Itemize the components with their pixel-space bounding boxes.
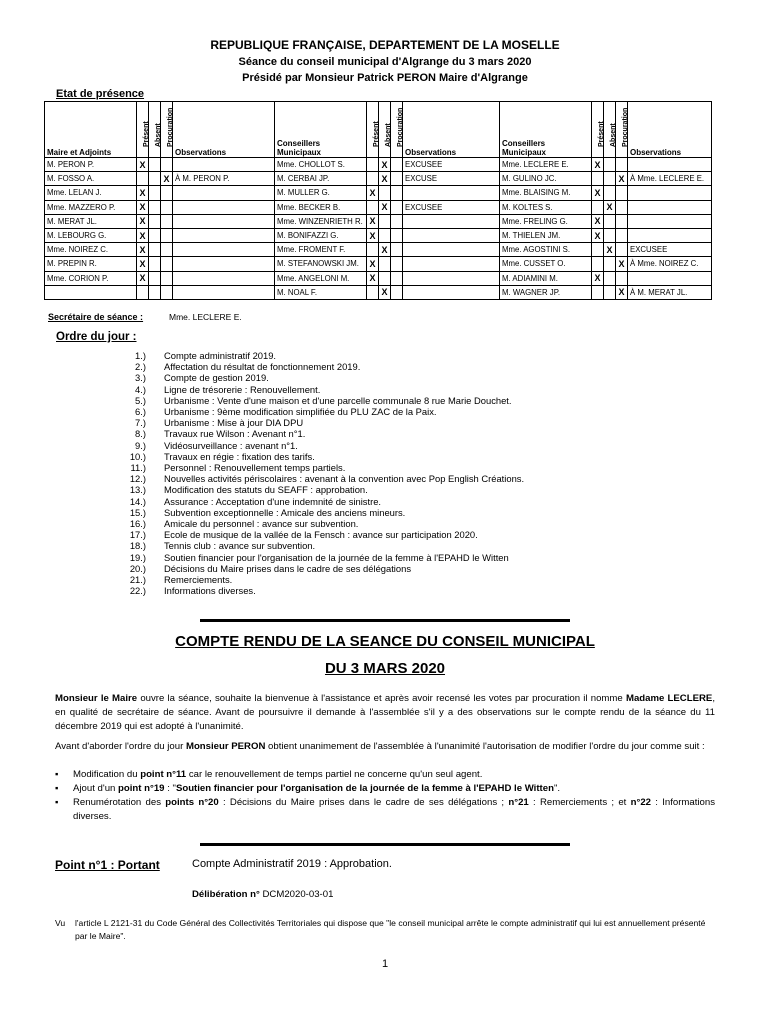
present-cell: X: [592, 271, 604, 285]
procuration-cell: [161, 243, 173, 257]
point-label: Point n°1 : Portant: [55, 858, 160, 872]
name-cell: Mme. ANGELONI M.: [275, 271, 367, 285]
present-cell: [592, 243, 604, 257]
agenda-text: Modification des statuts du SEAFF : approbation.: [164, 484, 368, 496]
spacer: [146, 496, 166, 507]
procuration-cell: [391, 200, 403, 214]
agenda-text: Compte administratif 2019.: [164, 350, 277, 361]
agenda-number: 13.): [129, 484, 146, 496]
agenda-number: 20.): [129, 562, 146, 574]
procuration-cell: [616, 228, 628, 242]
procuration-cell: [616, 186, 628, 200]
agenda-item: [100, 361, 524, 372]
procuration-cell: [391, 186, 403, 200]
agenda-item: [100, 384, 524, 395]
spacer: [146, 585, 166, 596]
absent-cell: [604, 257, 616, 271]
agenda-number: 15.): [129, 506, 146, 518]
present-cell: [592, 257, 604, 271]
agenda-number: 1.): [135, 350, 146, 361]
agenda-item: [100, 417, 524, 428]
procuration-cell: X: [161, 172, 173, 186]
absent-cell: X: [604, 243, 616, 257]
session-line: Séance du conseil municipal d'Algrange du 3 mars 2020: [238, 56, 532, 68]
name-cell: M. MULLER G.: [275, 186, 367, 200]
agenda-item: [100, 496, 524, 507]
col-absent: Absent: [379, 102, 391, 158]
observation-cell: EXCUSEE: [403, 200, 500, 214]
procuration-cell: [616, 214, 628, 228]
agenda-text: Urbanisme : Vente d'une maison et d'une parcelle communale 8 rue Marie Douchet.: [164, 394, 512, 406]
spacer: [146, 406, 166, 417]
present-cell: X: [137, 271, 149, 285]
agenda-text: Soutien financier pour l'organisation de la journée de la femme à l'EPAHD le Witten: [164, 551, 509, 563]
present-cell: [367, 243, 379, 257]
present-cell: [137, 285, 149, 299]
observation-cell: [173, 243, 275, 257]
absent-cell: [604, 172, 616, 186]
agenda-number: 8.): [135, 428, 146, 440]
agenda-number: 3.): [135, 372, 146, 384]
absent-cell: X: [379, 200, 391, 214]
present-cell: [367, 200, 379, 214]
present-cell: X: [592, 186, 604, 200]
agenda-item: [100, 484, 524, 495]
name-cell: Mme. LELAN J.: [45, 186, 137, 200]
name-cell: M. NOAL F.: [275, 285, 367, 299]
spacer: [146, 440, 166, 451]
col-present: Présent: [137, 102, 149, 158]
president-line: Présidé par Monsieur Patrick PERON Maire d'Algrange: [242, 72, 528, 84]
presence-title: Etat de présence: [56, 88, 145, 100]
procuration-cell: [616, 200, 628, 214]
agenda-number: 9.): [135, 439, 146, 451]
observation-cell: À Mme. LECLERE E.: [628, 172, 712, 186]
present-cell: [367, 172, 379, 186]
present-cell: [592, 285, 604, 299]
observation-cell: [403, 285, 500, 299]
agenda-text: Vidéosurveillance : avenant n°1.: [164, 439, 298, 451]
page-number: 1: [381, 958, 389, 970]
name-cell: M. THIELEN JM.: [500, 228, 592, 242]
present-cell: [592, 172, 604, 186]
name-cell: Mme. BECKER B.: [275, 200, 367, 214]
name-cell: Mme. CUSSET O.: [500, 257, 592, 271]
absent-cell: [149, 228, 161, 242]
col-procuration: Procuration: [391, 102, 403, 158]
name-cell: M. PREPIN R.: [45, 257, 137, 271]
present-cell: X: [367, 257, 379, 271]
agenda-text: Nouvelles activités périscolaires : avenant à la convention avec Pop English Créations.: [164, 473, 525, 485]
present-cell: X: [367, 228, 379, 242]
absent-cell: [149, 200, 161, 214]
agenda-text: Personnel : Renouvellement temps partiels.: [164, 462, 346, 474]
col-observations: Observations: [403, 102, 500, 158]
present-cell: X: [137, 186, 149, 200]
spacer: [146, 507, 166, 518]
agenda-text: Tennis club : avance sur subvention.: [164, 540, 316, 552]
observation-cell: [173, 257, 275, 271]
spacer: [146, 417, 166, 428]
agenda-text: Amicale du personnel : avance sur subvention.: [164, 518, 359, 530]
observation-cell: [403, 271, 500, 285]
procuration-cell: X: [616, 285, 628, 299]
procuration-cell: [391, 158, 403, 172]
present-cell: X: [592, 158, 604, 172]
name-cell: M. PERON P.: [45, 158, 137, 172]
observation-cell: [628, 214, 712, 228]
ordre-change-paragraph: Avant d'aborder l'ordre du jour Monsieur PERON obtient unanimement de l'assemblée à l'unanimité l'autorisation de modifier l'ordre du jour comme suit :: [55, 741, 705, 752]
present-cell: [367, 158, 379, 172]
agenda-text: Urbanisme : 9ème modification simplifiée du PLU ZAC de la Paix.: [164, 406, 437, 418]
agenda-text: Travaux en régie : fixation des tarifs.: [164, 450, 315, 462]
name-cell: Mme. WINZENRIETH R.: [275, 214, 367, 228]
name-cell: M. ADIAMINI M.: [500, 271, 592, 285]
absent-cell: [379, 214, 391, 228]
observation-cell: [403, 257, 500, 271]
procuration-cell: [161, 285, 173, 299]
agenda-item: [100, 451, 524, 462]
agenda-item: [100, 585, 524, 596]
observation-cell: [403, 186, 500, 200]
agenda-text: Décisions du Maire prises dans le cadre de ses délégations: [164, 562, 412, 574]
agenda-item: [100, 518, 524, 529]
doc-title: REPUBLIQUE FRANÇAISE, DEPARTEMENT DE LA MOSELLE: [210, 38, 560, 52]
vu-paragraph: Vu l'article L 2121-31 du Code Général des Collectivités Territoriales qui dispose que "le conseil municipal arrête le compte administratif qui lui est annuellement présenté par le Maire".: [55, 918, 706, 941]
agenda-text: Travaux rue Wilson : Avenant n°1.: [164, 428, 306, 440]
agenda-number: 17.): [129, 529, 146, 541]
present-cell: X: [367, 186, 379, 200]
present-cell: X: [367, 214, 379, 228]
present-cell: X: [137, 200, 149, 214]
observation-cell: [173, 158, 275, 172]
ordre-du-jour-title: Ordre du jour :: [56, 331, 137, 343]
observation-cell: [628, 228, 712, 242]
name-cell: M. CERBAI JP.: [275, 172, 367, 186]
observation-cell: [173, 186, 275, 200]
agenda-text: Urbanisme : Mise à jour DIA DPU: [164, 417, 304, 429]
absent-cell: [149, 172, 161, 186]
agenda-item: [100, 395, 524, 406]
agenda-number: 2.): [135, 361, 146, 373]
agenda-item: [100, 462, 524, 473]
absent-cell: [604, 228, 616, 242]
agenda-item: [100, 563, 524, 574]
absent-cell: [149, 243, 161, 257]
agenda-item: [100, 552, 524, 563]
agenda-text: Ecole de musique de la vallée de la Fensch : avance sur participation 2020.: [164, 529, 478, 541]
table-row: [45, 243, 712, 257]
agenda-item: [100, 372, 524, 383]
name-cell: Mme. BLAISING M.: [500, 186, 592, 200]
agenda-text: Ligne de trésorerie : Renouvellement.: [164, 383, 321, 395]
spacer: [146, 540, 166, 551]
table-row: [45, 186, 712, 200]
agenda-text: Subvention exceptionnelle : Amicale des anciens mineurs.: [164, 506, 406, 518]
procuration-cell: [161, 271, 173, 285]
agenda-item: [100, 440, 524, 451]
compte-rendu-title: COMPTE RENDU DE LA SEANCE DU CONSEIL MUNICIPAL: [175, 633, 595, 650]
col-present: Présent: [592, 102, 604, 158]
absent-cell: [149, 186, 161, 200]
divider: [200, 843, 570, 846]
name-cell: M. KOLTES S.: [500, 200, 592, 214]
table-row: [45, 271, 712, 285]
agenda-number: 7.): [135, 417, 146, 429]
agenda-number: 6.): [135, 406, 146, 418]
presence-table: [44, 101, 712, 300]
procuration-cell: X: [616, 172, 628, 186]
spacer: [146, 428, 166, 439]
present-cell: X: [367, 271, 379, 285]
agenda-text: Informations diverses.: [164, 585, 256, 597]
absent-cell: [149, 158, 161, 172]
present-cell: [367, 285, 379, 299]
present-cell: X: [137, 228, 149, 242]
present-cell: X: [592, 214, 604, 228]
agenda-text: Affectation du résultat de fonctionnement 2019.: [164, 361, 361, 373]
name-cell: M. GULINO JC.: [500, 172, 592, 186]
absent-cell: X: [379, 243, 391, 257]
col-group2: Conseillers Municipaux: [275, 102, 367, 158]
observation-cell: [173, 214, 275, 228]
agenda-number: 22.): [129, 585, 146, 597]
agenda-item: [100, 507, 524, 518]
compte-rendu-date: DU 3 MARS 2020: [324, 660, 446, 677]
table-row: [45, 214, 712, 228]
procuration-cell: [161, 200, 173, 214]
agenda-item: [100, 540, 524, 551]
procuration-cell: [161, 214, 173, 228]
absent-cell: [379, 257, 391, 271]
table-row: [45, 200, 712, 214]
agenda-text: Remerciements.: [164, 574, 233, 586]
agenda-number: 18.): [129, 540, 146, 552]
absent-cell: [379, 186, 391, 200]
spacer: [146, 361, 166, 372]
present-cell: X: [137, 158, 149, 172]
agenda-item: [100, 350, 524, 361]
agenda-number: 10.): [129, 450, 146, 462]
procuration-cell: [616, 271, 628, 285]
absent-cell: X: [379, 158, 391, 172]
observation-cell: [403, 214, 500, 228]
absent-cell: X: [379, 172, 391, 186]
present-cell: X: [137, 243, 149, 257]
spacer: [146, 395, 166, 406]
spacer: [146, 518, 166, 529]
agenda-list: [100, 350, 524, 596]
observation-cell: [173, 271, 275, 285]
absent-cell: [604, 158, 616, 172]
agenda-number: 5.): [135, 394, 146, 406]
name-cell: Mme. FRELING G.: [500, 214, 592, 228]
table-row: [45, 257, 712, 271]
observation-cell: [403, 243, 500, 257]
procuration-cell: [161, 228, 173, 242]
observation-cell: [628, 158, 712, 172]
changes-list: [55, 768, 715, 824]
name-cell: M. FOSSO A.: [45, 172, 137, 186]
absent-cell: [149, 214, 161, 228]
list-item: ▪ Ajout d'un point n°19 : "Soutien financier pour l'organisation de la journée de la femme à l'EPAHD le Witten".: [55, 783, 561, 794]
col-group1: Maire et Adjoints: [45, 102, 137, 158]
name-cell: M. MERAT JL.: [45, 214, 137, 228]
spacer: [146, 372, 166, 383]
name-cell: M. BONIFAZZI G.: [275, 228, 367, 242]
secretaire-value: Mme. LECLERE E.: [169, 312, 242, 322]
agenda-item: [100, 574, 524, 585]
absent-cell: [149, 271, 161, 285]
spacer: [146, 451, 166, 462]
agenda-number: 19.): [129, 551, 146, 563]
spacer: [146, 529, 166, 540]
procuration-cell: [616, 158, 628, 172]
present-cell: X: [137, 214, 149, 228]
absent-cell: [604, 214, 616, 228]
table-row: [45, 158, 712, 172]
observation-cell: À M. MERAT JL.: [628, 285, 712, 299]
absent-cell: X: [379, 285, 391, 299]
present-cell: [137, 172, 149, 186]
procuration-cell: [391, 214, 403, 228]
procuration-cell: [391, 228, 403, 242]
name-cell: Mme. CHOLLOT S.: [275, 158, 367, 172]
table-row: [45, 285, 712, 299]
name-cell: M. WAGNER JP.: [500, 285, 592, 299]
table-row: [45, 228, 712, 242]
agenda-item: [100, 406, 524, 417]
col-observations: Observations: [628, 102, 712, 158]
procuration-cell: [391, 285, 403, 299]
absent-cell: [149, 285, 161, 299]
col-present: Présent: [367, 102, 379, 158]
col-group3: Conseillers Municipaux: [500, 102, 592, 158]
absent-cell: X: [604, 200, 616, 214]
absent-cell: [149, 257, 161, 271]
absent-cell: [379, 228, 391, 242]
present-cell: X: [137, 257, 149, 271]
spacer: [146, 484, 166, 495]
presence-header-row: [45, 102, 712, 158]
observation-cell: [173, 228, 275, 242]
observation-cell: EXCUSE: [403, 172, 500, 186]
observation-cell: [628, 186, 712, 200]
observation-cell: [173, 285, 275, 299]
agenda-number: 14.): [129, 495, 146, 507]
absent-cell: [604, 285, 616, 299]
name-cell: [45, 285, 137, 299]
procuration-cell: [391, 172, 403, 186]
list-item: ▪ Renumérotation des points n°20 : Décisions du Maire prises dans le cadre de ses délégations ; n°21 : Remerciements ; et n°22 : Informations diverses.: [55, 797, 716, 822]
name-cell: M. STEFANOWSKI JM.: [275, 257, 367, 271]
col-absent: Absent: [149, 102, 161, 158]
procuration-cell: [161, 257, 173, 271]
agenda-number: 11.): [130, 462, 146, 474]
present-cell: X: [592, 228, 604, 242]
agenda-text: Assurance : Acceptation d'une indemnité de sinistre.: [164, 495, 382, 507]
name-cell: M. LEBOURG G.: [45, 228, 137, 242]
col-absent: Absent: [604, 102, 616, 158]
name-cell: Mme. AGOSTINI S.: [500, 243, 592, 257]
present-cell: [592, 200, 604, 214]
intro-paragraph: Monsieur le Maire ouvre la séance, souhaite la bienvenue à l'assistance et après avoir recensé les votes par procuration il nomme Madame LECLERE, en qualité de secrétaire de séance. Avant de poursuivre il demande à l'assemblée s'il y a des observations sur le compte rendu de la séance du 11 décembre 2019 qui est adopté à l'unanimité.: [55, 693, 715, 732]
observation-cell: [173, 200, 275, 214]
table-row: [45, 172, 712, 186]
spacer: [146, 473, 166, 484]
point-title: Compte Administratif 2019 : Approbation.: [192, 858, 392, 870]
deliberation: Délibération n° DCM2020-03-01: [192, 889, 334, 900]
col-procuration: Procuration: [161, 102, 173, 158]
name-cell: Mme. FROMENT F.: [275, 243, 367, 257]
procuration-cell: [391, 243, 403, 257]
agenda-item: [100, 529, 524, 540]
spacer: [146, 384, 166, 395]
procuration-cell: [391, 271, 403, 285]
col-observations: Observations: [173, 102, 275, 158]
spacer: [146, 350, 166, 361]
observation-cell: EXCUSEE: [628, 243, 712, 257]
observation-cell: [628, 200, 712, 214]
secretaire-label: Secrétaire de séance :: [48, 312, 144, 322]
observation-cell: À M. PERON P.: [173, 172, 275, 186]
name-cell: Mme. MAZZERO P.: [45, 200, 137, 214]
agenda-number: 4.): [135, 383, 146, 395]
agenda-number: 12.): [129, 473, 146, 485]
observation-cell: EXCUSEE: [403, 158, 500, 172]
name-cell: Mme. CORION P.: [45, 271, 137, 285]
procuration-cell: [161, 158, 173, 172]
agenda-text: Compte de gestion 2019.: [164, 372, 269, 384]
procuration-cell: [391, 257, 403, 271]
absent-cell: [604, 271, 616, 285]
spacer: [146, 552, 166, 563]
observation-cell: À Mme. NOIREZ C.: [628, 257, 712, 271]
absent-cell: [379, 271, 391, 285]
observation-cell: [628, 271, 712, 285]
divider: [200, 619, 570, 622]
procuration-cell: X: [616, 257, 628, 271]
name-cell: Mme. NOIREZ C.: [45, 243, 137, 257]
name-cell: Mme. LECLERE E.: [500, 158, 592, 172]
observation-cell: [403, 228, 500, 242]
list-item: ▪ Modification du point n°11 car le renouvellement de temps partiel ne concerne qu'un seul agent.: [55, 769, 483, 780]
procuration-cell: [161, 186, 173, 200]
procuration-cell: [616, 243, 628, 257]
absent-cell: [604, 186, 616, 200]
agenda-number: 21.): [129, 574, 146, 586]
spacer: [146, 563, 166, 574]
spacer: [146, 574, 166, 585]
agenda-number: 16.): [129, 518, 146, 530]
agenda-item: [100, 473, 524, 484]
spacer: [146, 462, 166, 473]
col-procuration: Procuration: [616, 102, 628, 158]
agenda-item: [100, 428, 524, 439]
